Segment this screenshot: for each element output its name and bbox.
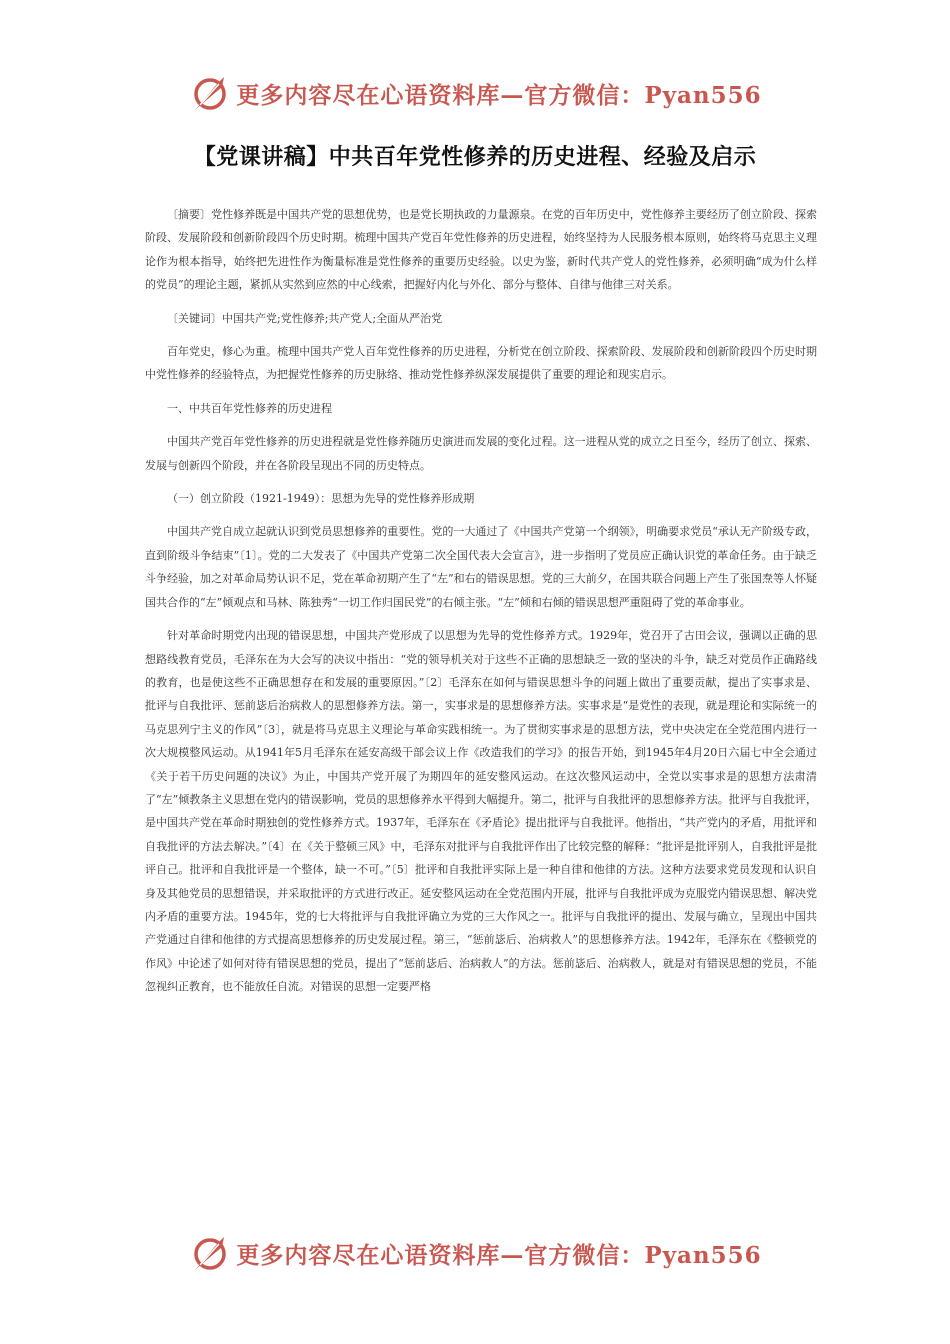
intro-paragraph: 百年党史，修心为重。梳理中国共产党人百年党性修养的历史进程，分析党在创立阶段、探索阶段、发展阶段和创新阶段四个历史时期中党性修养的经验特点，为把握党性修养的历史脉络、推动党性修养纵深发展提供了重要的理论和现实启示。 (145, 345, 817, 382)
footer-watermark-banner (0, 1230, 950, 1276)
quill-logo-icon (188, 1231, 232, 1275)
body-paragraph: 中国共产党自成立起就认识到党员思想修养的重要性。党的一大通过了《中国共产党第一个纲领》，明确要求党员“承认无产阶级专政，直到阶级斗争结束”〔1〕。党的二大发表了《中国共产党第二次全国代表大会宣言》，进一步指明了党员应正确认识党的革命任务。由于缺乏斗争经验，加之对革命局势认识不足，党在革命初期产生了“左”和右的错误思想。党的三大前夕，在国共联合问题上产生了张国焘等人怀疑国共合作的“左”倾观点和马林、陈独秀“一切工作归国民党”的右倾主张。“左”倾和右倾的错误思想严重阻碍了党的革命事业。 (145, 525, 817, 609)
document-body (145, 203, 817, 999)
abstract-paragraph: 〔摘要〕党性修养既是中国共产党的思想优势，也是党长期执政的力量源泉。在党的百年历史中，党性修养主要经历了创立阶段、探索阶段、发展阶段和创新阶段四个历史时期。梳理中国共产党百年党性修养的历史进程，始终坚持为人民服务根本原则，始终将马克思主义理论作为根本指导，始终把先进性作为衡量标准是党性修养的重要历史经验。以史为鉴，新时代共产党人的党性修养，必须明确“成为什么样的党员”的理论主题，紧抓从实然到应然的中心线索，把握好内化与外化、部分与整体、自律与他律三对关系。 (145, 208, 817, 292)
header-watermark-banner (0, 70, 950, 116)
quill-logo-icon (188, 71, 232, 115)
section-heading-1: 一、中共百年党性修养的历史进程 (167, 401, 332, 415)
watermark-text: 更多内容尽在心语资料库—官方微信：Pyan556 (236, 81, 762, 109)
keywords-paragraph: 〔关键词〕中国共产党;党性修养;共产党人;全面从严治党 (167, 311, 443, 325)
subsection-heading-1: （一）创立阶段（1921-1949）：思想为先导的党性修养形成期 (167, 492, 475, 506)
watermark-text: 更多内容尽在心语资料库—官方微信：Pyan556 (236, 1241, 762, 1269)
body-paragraph: 针对革命时期党内出现的错误思想，中国共产党形成了以思想为先导的党性修养方式。1929年，党召开了古田会议，强调以正确的思想路线教育党员，毛泽东在为大会写的决议中指出：“党的领导机关对于这些不正确的思想缺乏一致的坚决的斗争，缺乏对党员作正确路线的教育，也是使这些不正确思想存在和发展的重要原因。”〔2〕毛泽东在如何与错误思想斗争的问题上做出了重要贡献，提出了实事求是、批评与自我批评、惩前毖后治病救人的思想修养方法。第一，实事求是的思想修养方法。实事求是“是党性的表现，就是理论和实际统一的马克思列宁主义的作风”〔3〕，就是将马克思主义理论与革命实践相统一。为了贯彻实事求是的思想方法，党中央决定在全党范围内进行一次大规模整风运动。从1941年5月毛泽东在延安高级干部会议上作《改造我们的学习》的报告开始，到1945年4月20日六届七中全会通过《关于若干历史问题的决议》为止，中国共产党开展了为期四年的延安整风运动。在这次整风运动中，全党以实事求是的思想方法肃清了“左”倾教条主义思想在党内的错误影响，党员的思想修养水平得到大幅提升。第二，批评与自我批评的思想修养方法。批评与自我批评，是中国共产党在革命时期独创的党性修养方式。1937年，毛泽东在《矛盾论》提出批评与自我批评。他指出，“共产党内的矛盾，用批评和自我批评的方法去解决。”〔4〕在《关于整顿三风》中，毛泽东对批评与自我批评作出了比较完整的解释：“批评是批评别人，自我批评是批评自己。批评和自我批评是一个整体，缺一不可。”〔5〕批评和自我批评实际上是一种自律和他律的方法。这种方法要求党员发现和认识自身及其他党员的思想错误，并采取批评的方式进行改正。延安整风运动在全党范围内开展，批评与自我批评成为克服党内错误思想、解决党内矛盾的重要方法。1945年，党的七大将批评与自我批评确立为党的三大作风之一。批评与自我批评的提出、发展与确立，呈现出中国共产党通过自律和他律的方式提高思想修养的历史发展过程。第三，“惩前毖后、治病救人”的思想修养方法。1942年，毛泽东在《整顿党的作风》中论述了如何对待有错误思想的党员，提出了“惩前毖后、治病救人”的方法。惩前毖后、治病救人，就是对有错误思想的党员，不能忽视纠正教育，也不能放任自流。对错误的思想一定要严格 (145, 629, 817, 994)
section-1-paragraph: 中国共产党百年党性修养的历史进程就是党性修养随历史演进而发展的变化过程。这一进程从党的成立之日至今，经历了创立、探索、发展与创新四个阶段，并在各阶段呈现出不同的历史特点。 (145, 435, 817, 472)
page-title: 【党课讲稿】中共百年党性修养的历史进程、经验及启示 (193, 145, 757, 170)
